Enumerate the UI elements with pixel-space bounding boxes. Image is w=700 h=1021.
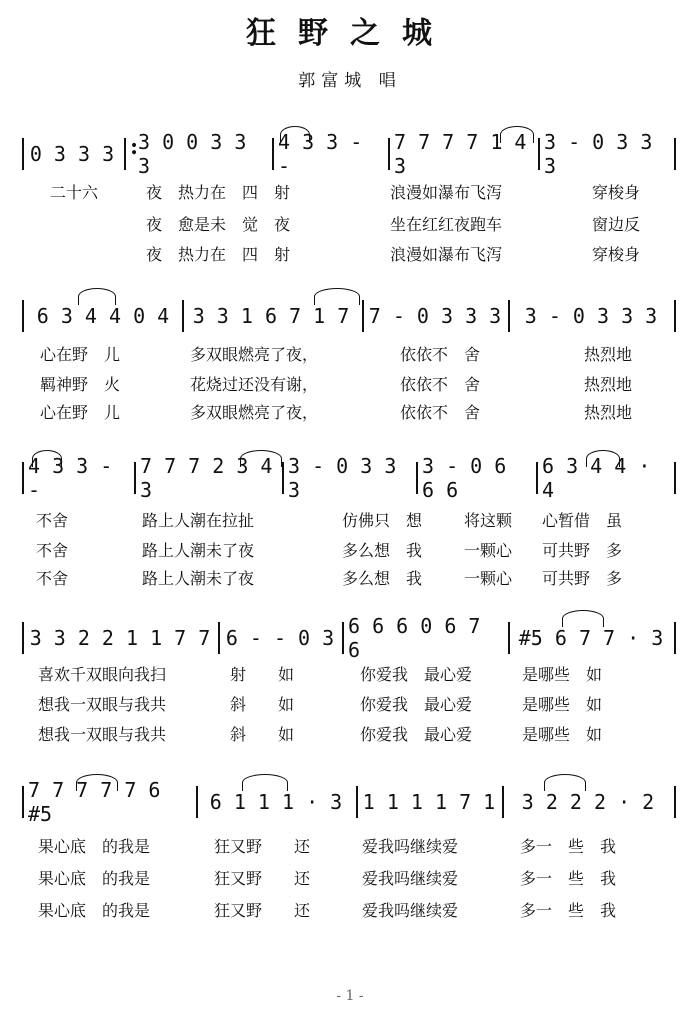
lyric-segment: 心在野 儿	[40, 345, 121, 364]
measure: 3 - 0 3 3 3	[288, 454, 397, 502]
measure: 1 1 1 1 7 1	[362, 790, 496, 814]
slur	[562, 610, 604, 627]
measure: 7 - 0 3 3 3	[368, 304, 502, 328]
measure: 6 6 6 0 6 7 6	[348, 614, 481, 662]
barline	[674, 622, 676, 654]
lyric-segment: 多双眼燃亮了夜，	[190, 403, 319, 422]
measure: 3 - 0 6 6 6	[422, 454, 507, 502]
lyric-segment: 想我一双眼与我共	[38, 725, 167, 744]
lyric-segment: 你爱我 最心爱	[360, 695, 473, 714]
measure: 6 - - 0 3	[225, 626, 335, 650]
song-title: 狂野之城	[246, 16, 454, 51]
slur	[240, 450, 282, 467]
barline	[674, 300, 676, 332]
measure: 3 2 2 2 · 2	[521, 790, 655, 814]
barline	[22, 786, 24, 818]
music-system-5	[0, 776, 700, 920]
measure: 6 3 4 4 · 4	[542, 454, 651, 502]
measure: 4 3 3 - -	[28, 454, 113, 502]
lyric-segment: 射 如	[230, 665, 295, 684]
lyric-segment: 花烧过还没有谢，	[190, 375, 319, 394]
music-system-2	[0, 290, 700, 430]
lyric-segment: 多一 些 我	[520, 869, 617, 888]
measure: 6 1 1 1 · 3	[209, 790, 343, 814]
lyric-segment: 是哪些 如	[522, 695, 603, 714]
lyric-segment: 可共野 多	[542, 541, 623, 560]
lyric-line	[0, 342, 700, 364]
lyric-segment: 路上人潮未了夜	[142, 541, 255, 560]
lyric-segment: 二十六	[50, 183, 99, 202]
barline	[538, 138, 540, 170]
lyric-segment: 穿梭身	[592, 245, 641, 264]
lyric-line	[0, 180, 700, 202]
measure: 4 3 3 - -	[278, 130, 363, 178]
lyric-line	[0, 372, 700, 394]
lyric-segment: 心暂借 虽	[542, 511, 623, 530]
lyric-segment: 路上人潮未了夜	[142, 569, 255, 588]
lyric-segment: 穿梭身	[592, 183, 641, 202]
lyric-segment: 狂又野 还	[214, 869, 311, 888]
lyric-segment: 可共野 多	[542, 569, 623, 588]
barline	[388, 138, 390, 170]
lyric-segment: 你爱我 最心爱	[360, 665, 473, 684]
barline	[674, 138, 676, 170]
measure: 0 3 3 3	[29, 142, 115, 166]
barline	[342, 622, 344, 654]
lyric-segment: 不舍	[36, 541, 69, 560]
lyric-line	[0, 538, 700, 560]
lyric-segment: 热烈地	[584, 375, 633, 394]
lyric-segment: 浪漫如瀑布飞泻	[390, 183, 503, 202]
barline	[134, 462, 136, 494]
barline	[362, 300, 364, 332]
lyric-segment: 爱我吗继续爱	[362, 901, 459, 920]
slur	[280, 126, 310, 143]
staff-line	[22, 128, 678, 178]
music-system-3	[0, 452, 700, 592]
lyric-segment: 热烈地	[584, 403, 633, 422]
repeat-barline	[120, 138, 126, 170]
lyric-segment: 想我一双眼与我共	[38, 695, 167, 714]
measure: 6 3 4 4 0 4	[36, 304, 170, 328]
lyric-segment: 你爱我 最心爱	[360, 725, 473, 744]
lyric-segment: 路上人潮在拉扯	[142, 511, 255, 530]
barline	[218, 622, 220, 654]
barline	[272, 138, 274, 170]
slur	[76, 774, 118, 791]
lyric-segment: 果心底 的我是	[38, 837, 151, 856]
lyric-line	[0, 566, 700, 588]
lyric-line	[0, 866, 700, 888]
lyric-segment: 斜 如	[230, 695, 295, 714]
lyric-line	[0, 662, 700, 684]
lyric-segment: 爱我吗继续爱	[362, 869, 459, 888]
lyric-segment: 多么想 我	[342, 541, 423, 560]
lyric-segment: 斜 如	[230, 725, 295, 744]
barline	[508, 300, 510, 332]
lyric-line	[0, 834, 700, 856]
lyric-line	[0, 242, 700, 264]
lyric-segment: 多么想 我	[342, 569, 423, 588]
lyric-line	[0, 508, 700, 530]
lyric-segment: 不舍	[36, 511, 69, 530]
slur	[586, 450, 620, 467]
lyric-segment: 果心底 的我是	[38, 869, 151, 888]
lyric-segment: 是哪些 如	[522, 725, 603, 744]
lyric-segment: 夜 愈是未 觉 夜	[146, 215, 291, 234]
slur	[78, 288, 116, 305]
barline	[196, 786, 198, 818]
staff-line	[22, 612, 678, 662]
lyric-segment: 多一 些 我	[520, 901, 617, 920]
measure: 7 7 7 7 7 6 #5	[28, 778, 161, 826]
staff-line	[22, 290, 678, 340]
lyric-segment: 多一 些 我	[520, 837, 617, 856]
lyric-segment: 爱我吗继续爱	[362, 837, 459, 856]
lyric-segment: 窗边反	[592, 215, 641, 234]
lyric-segment: 依依不 舍	[400, 375, 481, 394]
lyric-segment: 果心底 的我是	[38, 901, 151, 920]
slur	[544, 774, 586, 791]
staff-line	[22, 452, 678, 502]
lyric-segment: 羁神野 火	[40, 375, 121, 394]
repeat-dots: :	[130, 134, 139, 160]
measure: 3 0 0 3 3 3	[138, 130, 247, 178]
barline	[22, 138, 24, 170]
barline	[356, 786, 358, 818]
page-number: - 1 -	[336, 988, 364, 1004]
measure: 3 - 0 3 3 3	[544, 130, 653, 178]
singer-credit: 郭富城 唱	[298, 71, 402, 91]
barline	[22, 622, 24, 654]
lyric-segment: 不舍	[36, 569, 69, 588]
measure: 7 7 7 7 1 4 3	[394, 130, 527, 178]
measure: #5 6 7 7 · 3	[518, 626, 664, 650]
lyric-segment: 坐在红红夜跑车	[390, 215, 503, 234]
lyric-segment: 将这颗	[464, 511, 513, 530]
measure: 3 3 2 2 1 1 7 7	[29, 626, 211, 650]
barline	[502, 786, 504, 818]
barline	[22, 462, 24, 494]
lyric-segment: 依依不 舍	[400, 403, 481, 422]
lyric-line	[0, 400, 700, 422]
lyric-line	[0, 898, 700, 920]
lyric-segment: 一颗心	[464, 541, 513, 560]
lyric-segment: 狂又野 还	[214, 837, 311, 856]
lyric-segment: 是哪些 如	[522, 665, 603, 684]
slur	[32, 450, 62, 467]
music-system-4	[0, 612, 700, 752]
lyric-segment: 夜 热力在 四 射	[146, 183, 291, 202]
measure: 3 3 1 6 7 1 7	[192, 304, 350, 328]
lyric-segment: 仿佛只 想	[342, 511, 423, 530]
barline	[182, 300, 184, 332]
barline	[282, 462, 284, 494]
music-system-1	[0, 128, 700, 268]
barline	[674, 462, 676, 494]
measure: 7 7 7 2 3 4 3	[140, 454, 273, 502]
barline	[22, 300, 24, 332]
barline	[508, 622, 510, 654]
lyric-line	[0, 692, 700, 714]
barline	[416, 462, 418, 494]
lyric-segment: 热烈地	[584, 345, 633, 364]
lyric-segment: 一颗心	[464, 569, 513, 588]
lyric-line	[0, 212, 700, 234]
barline	[674, 786, 676, 818]
lyric-segment: 依依不 舍	[400, 345, 481, 364]
lyric-segment: 浪漫如瀑布飞泻	[390, 245, 503, 264]
lyric-segment: 夜 热力在 四 射	[146, 245, 291, 264]
lyric-segment: 喜欢千双眼向我扫	[38, 665, 167, 684]
staff-line	[22, 776, 678, 826]
lyric-line	[0, 722, 700, 744]
lyric-segment: 心在野 儿	[40, 403, 121, 422]
slur	[242, 774, 288, 791]
slur	[314, 288, 360, 305]
lyric-segment: 多双眼燃亮了夜，	[190, 345, 319, 364]
lyric-segment: 狂又野 还	[214, 901, 311, 920]
slur	[500, 126, 534, 143]
measure: 3 - 0 3 3 3	[524, 304, 658, 328]
barline	[536, 462, 538, 494]
